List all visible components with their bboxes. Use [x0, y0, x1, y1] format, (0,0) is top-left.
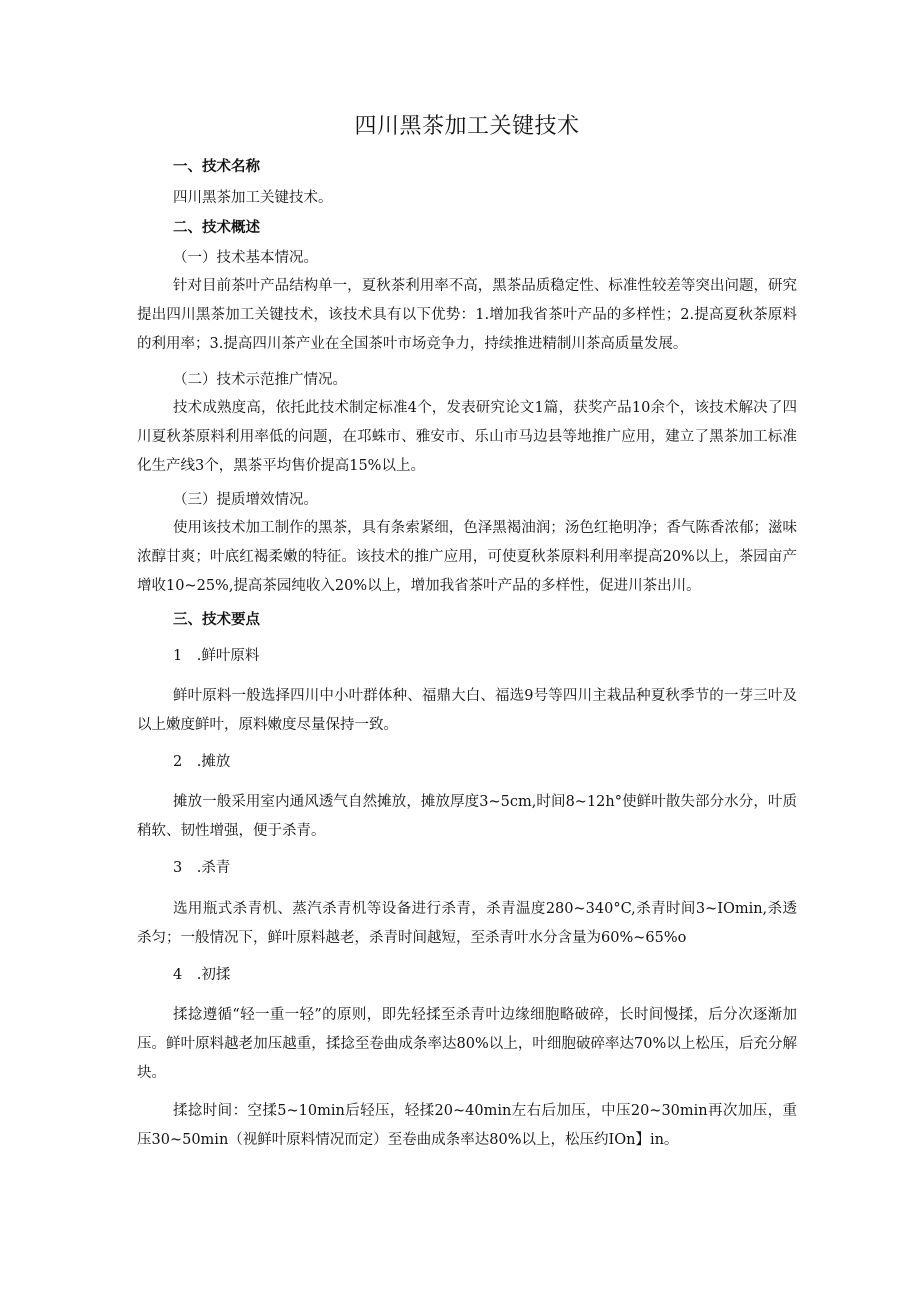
subsection-heading-demonstration: （二）技术示范推广情况。 — [173, 372, 347, 388]
point-heading-initial-rolling: 4 .初揉 — [173, 967, 231, 983]
subsection-heading-basic-info: （一）技术基本情况。 — [173, 250, 318, 266]
paragraph-rolling-time: 揉捻时间：空揉5~10min后轻压，轻揉20~40min左右后加压，中压20~30min再次加压，重压30~50min（视鲜叶原料情况而定）至卷曲成条率达80%以上，松压约IOn】in。 — [137, 1103, 797, 1148]
document-title: 四川黑茶加工关键技术 — [354, 114, 580, 139]
section-heading-technology-name: 一、技术名称 — [173, 158, 260, 175]
point-heading-fresh-leaves: 1 .鲜叶原料 — [173, 648, 260, 664]
paragraph-rolling-principle: 揉捻遵循“轻一重一轻”的原则，即先轻揉至杀青叶边缘细胞略破碎，长时间慢揉，后分次逐渐加压。鲜叶原料越老加压越重，揉捻至卷曲成条率达80%以上，叶细胞破碎率达70%以上松压，后充分解块。 — [137, 1007, 797, 1081]
point-heading-fixing: 3 .杀青 — [173, 860, 231, 876]
paragraph-demonstration: 技术成熟度高，依托此技术制定标准4个，发表研究论文1篇，获奖产品10余个，该技术解决了四川夏秋茶原料利用率低的问题，在邛蛛市、雅安市、乐山市马边县等地推广应用，建立了黑茶加工标准化生产线3个，黑茶平均售价提高15%以上。 — [137, 400, 797, 474]
paragraph-fresh-leaves: 鲜叶原料一般选择四川中小叶群体种、福鼎大白、福选9号等四川主栽品种夏秋季节的一芽三叶及以上嫩度鲜叶，原料嫩度尽量保持一致。 — [137, 688, 797, 733]
paragraph-spreading: 摊放一般采用室内通风透气自然摊放，摊放厚度3~5cm,时间8~12h°使鲜叶散失部分水分，叶质稍软、韧性增强，便于杀青。 — [137, 794, 797, 839]
subsection-heading-quality-benefit: （三）提质增效情况。 — [173, 492, 318, 508]
paragraph-basic-info: 针对目前茶叶产品结构单一，夏秋茶利用率不高，黑茶品质稳定性、标准性较差等突出问题，研究提出四川黑茶加工关键技术，该技术具有以下优势：1.增加我省茶叶产品的多样性；2.提高夏秋茶原料的利用率；3.提高四川茶产业在全国茶叶市场竞争力，持续推进精制川茶高质量发展。 — [137, 278, 797, 352]
section-heading-overview: 二、技术概述 — [173, 219, 260, 236]
point-heading-spreading: 2 .摊放 — [173, 754, 231, 770]
paragraph-quality-benefit: 使用该技术加工制作的黑茶，具有条索紧细，色泽黑褐油润；汤色红艳明净；香气陈香浓郁；滋味浓醇甘爽；叶底红褐柔嫩的特征。该技术的推广应用，可使夏秋茶原料利用率提高20%以上，茶园亩产增收10~25%,提高茶园纯收入20%以上，增加我省茶叶产品的多样性，促进川茶出川。 — [137, 520, 797, 594]
section-heading-key-points: 三、技术要点 — [173, 611, 260, 628]
technology-name-text: 四川黑茶加工关键技术。 — [173, 190, 333, 206]
paragraph-fixing: 选用瓶式杀青机、蒸汽杀青机等设备进行杀青，杀青温度280~340°C,杀青时间3~IOmin,杀透杀匀；一般情况下，鲜叶原料越老，杀青时间越短，至杀青叶水分含量为60%~65%o — [137, 901, 797, 946]
